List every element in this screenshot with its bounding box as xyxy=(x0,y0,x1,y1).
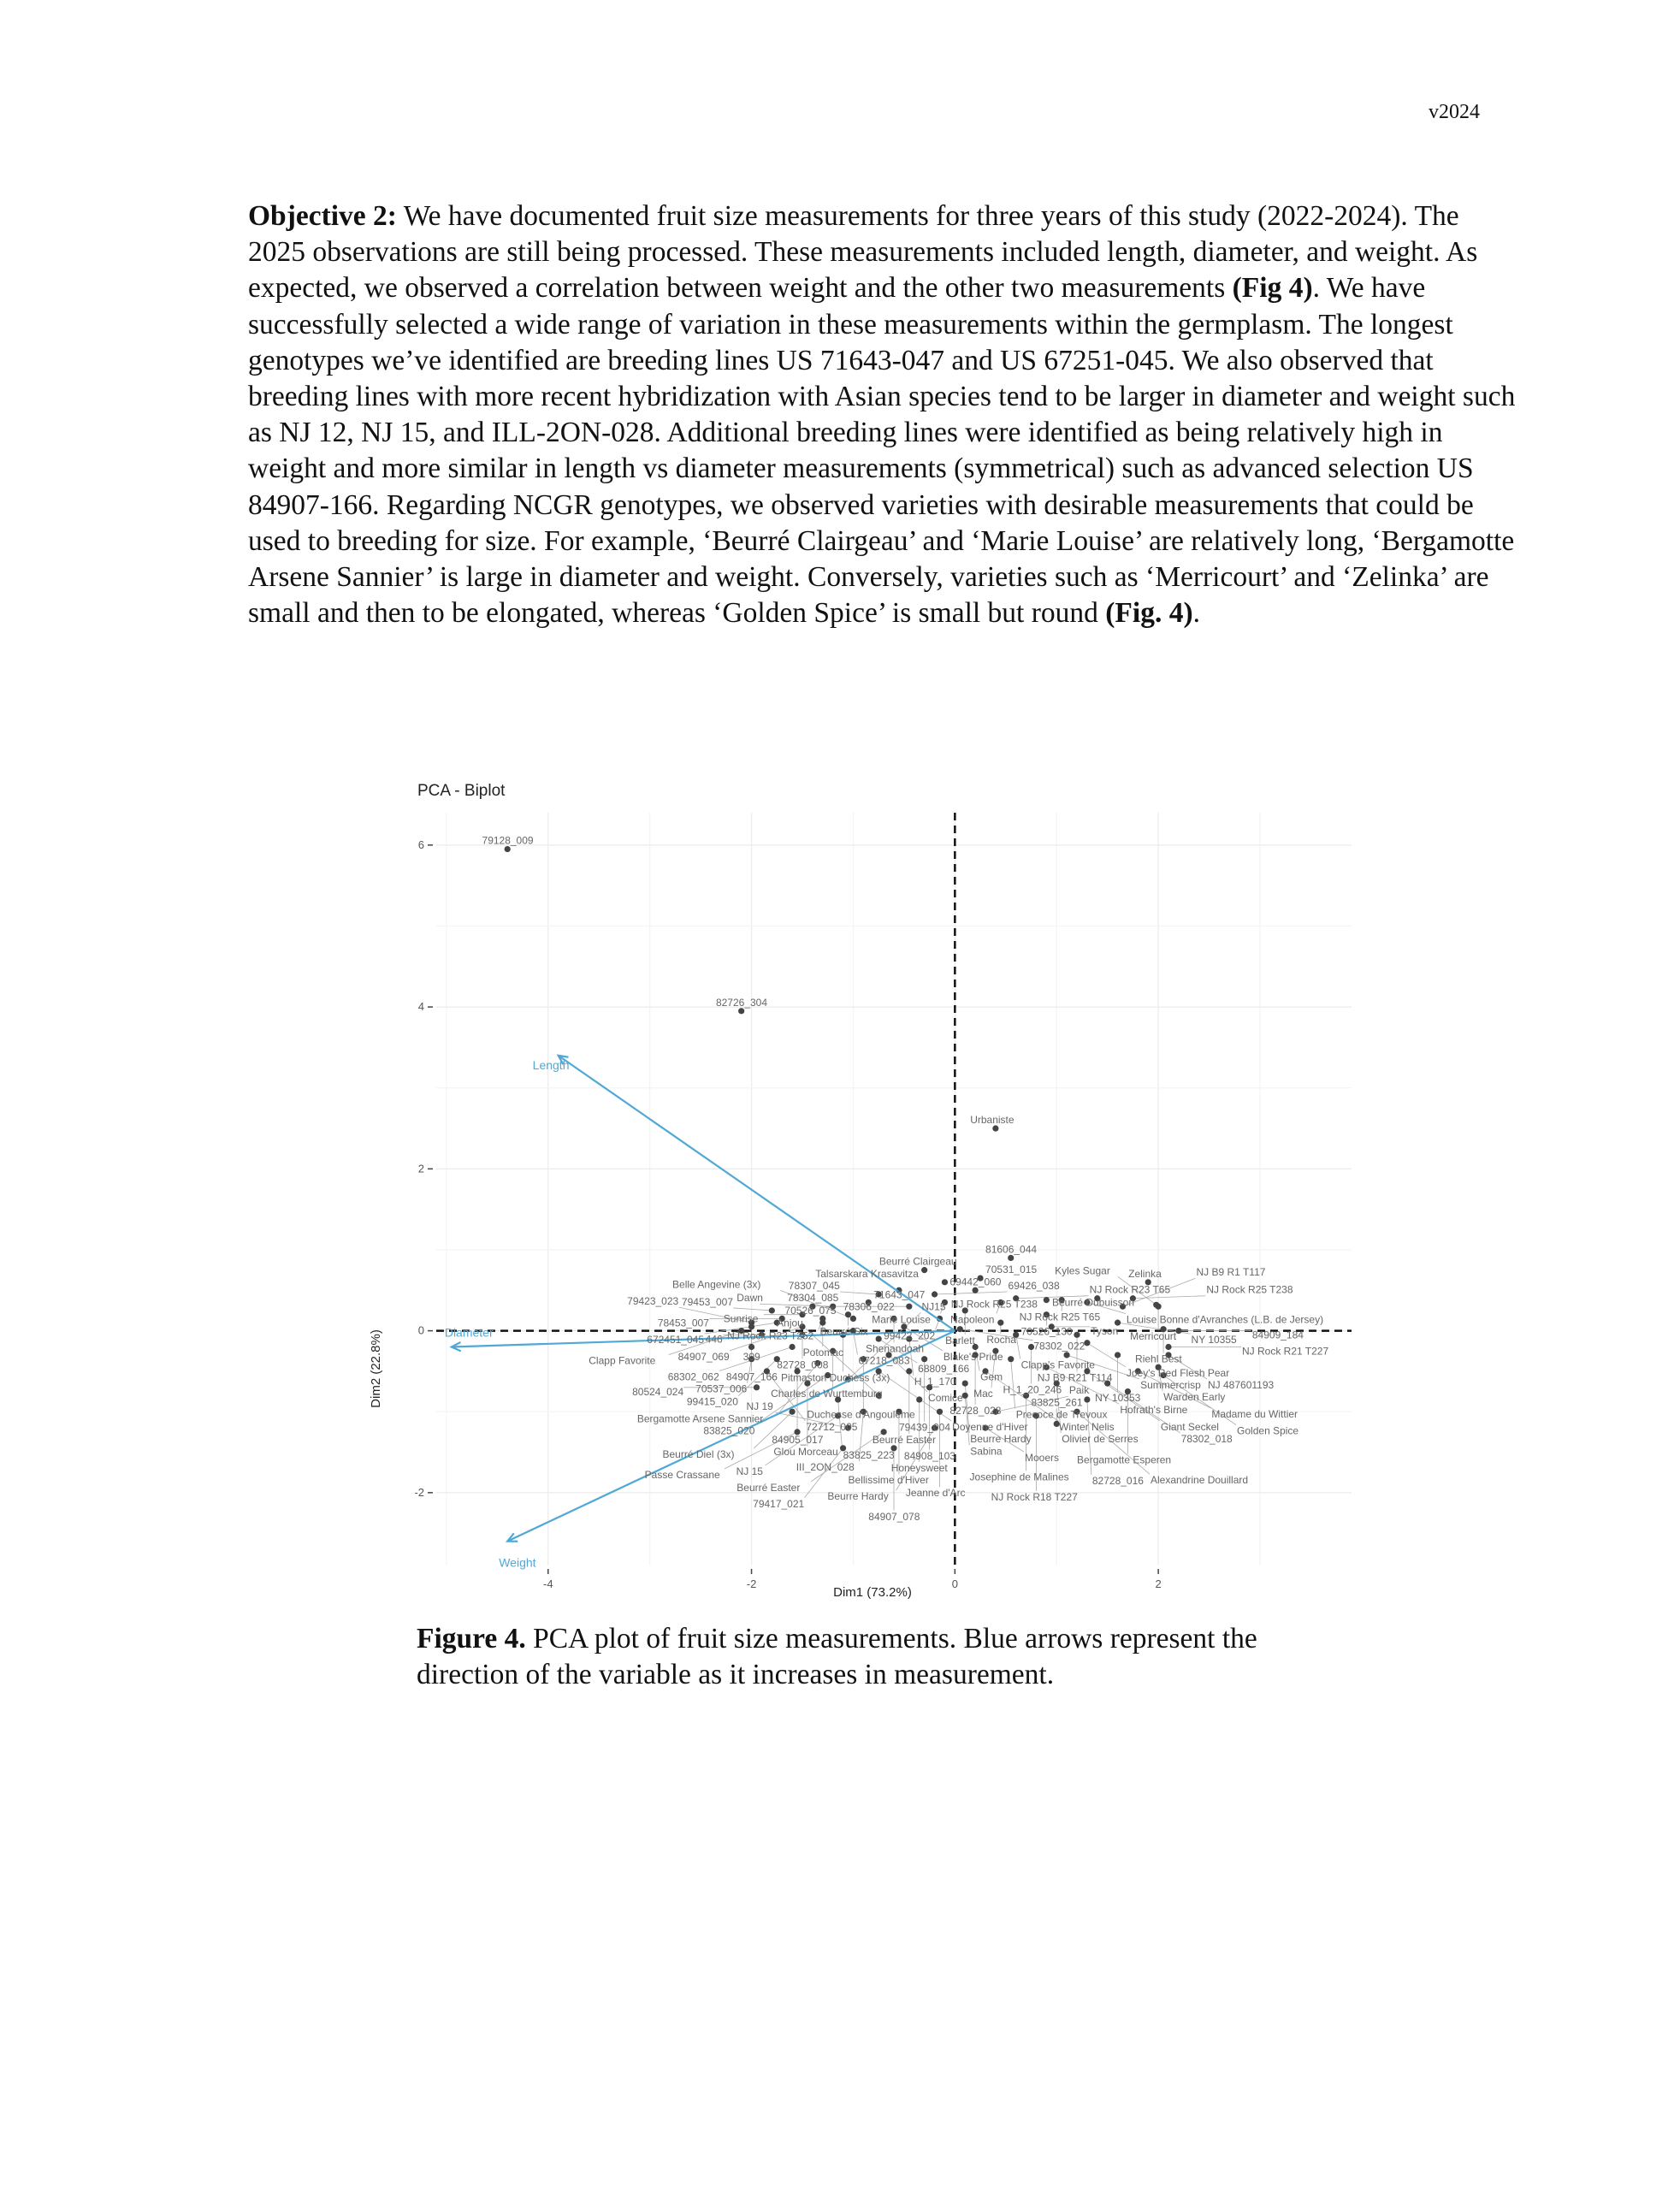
point-label: Zelinka xyxy=(1128,1267,1162,1280)
point-label: 84907_078 xyxy=(868,1510,920,1523)
data-point xyxy=(748,1344,754,1350)
point-label: 68302_062 xyxy=(667,1370,719,1383)
point-label: 82728_028 xyxy=(949,1404,1002,1417)
point-label: Beurré Six xyxy=(819,1325,868,1338)
point-label: 78453_007 xyxy=(657,1317,709,1329)
point-label: 84907_166 xyxy=(725,1370,778,1383)
point-label: 78302_018 xyxy=(1180,1433,1233,1446)
data-point xyxy=(1156,1304,1162,1310)
point-label: Charles de Wurttemburg xyxy=(771,1388,883,1400)
point-label: NJ B9 R1 T117 xyxy=(1196,1266,1266,1279)
y-tick-label: 4 xyxy=(417,1000,424,1014)
point-label: Beurré Dubuisson xyxy=(1051,1296,1135,1309)
label-leader-line xyxy=(935,1292,1008,1294)
data-point xyxy=(921,1267,927,1273)
data-point xyxy=(937,1409,943,1415)
point-label: Bergamotte Esperen xyxy=(1077,1453,1172,1466)
point-label: Marie Louise xyxy=(872,1313,931,1326)
point-label: Bellissime d'Hiver xyxy=(848,1474,929,1487)
data-point xyxy=(906,1368,912,1374)
data-point xyxy=(916,1396,922,1402)
point-label: 83825_223 xyxy=(843,1449,895,1462)
point-label: 69442_060 xyxy=(949,1276,1002,1288)
point-label: Alexandrine Douillard xyxy=(1151,1474,1249,1487)
point-label: Precoce de Trevoux xyxy=(1015,1408,1108,1421)
point-label: NJ Rock R25 T238 xyxy=(1206,1283,1293,1296)
point-label: Gem xyxy=(980,1370,1003,1383)
point-label: 83825_020 xyxy=(703,1424,755,1437)
point-label: Blake's Pride xyxy=(943,1350,1003,1363)
point-label: Beurre Hardy xyxy=(827,1490,889,1503)
point-label: Dawn xyxy=(736,1292,763,1305)
data-point xyxy=(754,1384,760,1390)
x-tick-label: 0 xyxy=(951,1577,958,1590)
point-label: 80524_024 xyxy=(632,1385,684,1398)
chart-title: PCA - Biplot xyxy=(417,782,506,800)
x-tick-label: 2 xyxy=(1155,1577,1162,1590)
point-label: Beurré Easter xyxy=(736,1481,801,1494)
x-axis-label: Dim1 (73.2%) xyxy=(833,1585,912,1600)
point-label: Winter Nelis xyxy=(1059,1420,1115,1433)
data-point xyxy=(962,1380,968,1386)
point-labels xyxy=(482,835,1329,1523)
point-label: Passe Crassane xyxy=(644,1468,720,1481)
point-label: Mooers xyxy=(1025,1452,1060,1465)
paragraph-end: . xyxy=(1192,597,1200,630)
point-label: NY 10355 xyxy=(1191,1334,1237,1347)
point-label: 72712_005 xyxy=(806,1420,858,1433)
point-label: Barlett xyxy=(945,1334,975,1347)
point-label: Belle Angevine (3x) xyxy=(672,1278,761,1291)
point-label: Golden Spice xyxy=(1237,1424,1299,1437)
paragraph-text-2: . We have successfully selected a wide range of variation in these measurements within the germplasm. The longest genotypes we’ve identified are breeding lines US 71643-047 and US 67251-045. We also observed that breeding lines with more recent hybridization with Asian species tend to be larger in diameter and weight such as NJ 12, NJ 15, and ILL-2ON-028. Additional breeding lines were identified as being relatively high in weight and more similar in length vs diameter measurements (symmetrical) such as advanced selection US 84907-166. Regarding NCGR genotypes, we observed varieties with desirable measurements that could be used to breeding for size. For example, ‘Beurré Clairgeau’ and ‘Marie Louise’ are relatively long, ‘Bergamotte Arsene Sannier’ is large in diameter and weight. Conversely, varieties such as ‘Merricourt’ and ‘Zelinka’ are small and then to be elongated, whereas ‘Golden Spice’ is small but round xyxy=(248,272,1516,630)
data-point xyxy=(997,1320,1003,1326)
point-label: H_1_20_246 xyxy=(1003,1383,1062,1396)
data-point xyxy=(790,1409,796,1415)
point-label: Mac xyxy=(973,1388,993,1400)
point-label: 82728_008 xyxy=(777,1358,829,1371)
point-label: Honeysweet xyxy=(890,1462,948,1475)
x-tick-label: -4 xyxy=(542,1577,553,1590)
data-point xyxy=(505,846,511,852)
point-label: NJ 487601193 xyxy=(1208,1378,1275,1391)
data-point xyxy=(790,1344,796,1350)
data-point xyxy=(973,1287,979,1293)
label-leader-line xyxy=(733,1308,772,1311)
x-tick-label: -2 xyxy=(746,1577,757,1590)
point-label: 67218_083 xyxy=(858,1354,910,1367)
point-label: 78307_045 xyxy=(788,1280,840,1293)
data-point xyxy=(738,1008,744,1014)
point-label: NJ Rock R25 T65 xyxy=(1019,1311,1101,1323)
objective-paragraph xyxy=(248,198,1523,631)
point-label: 82728_016 xyxy=(1091,1475,1144,1488)
point-label: NJ 19 xyxy=(746,1400,773,1413)
point-label: Warden Early xyxy=(1163,1391,1226,1404)
point-label: Comice xyxy=(928,1391,963,1404)
variable-label-length: Length xyxy=(532,1057,570,1072)
data-point xyxy=(906,1304,912,1310)
point-label: NY 10353 xyxy=(1095,1391,1141,1404)
variable-label-weight: Weight xyxy=(499,1555,536,1570)
point-label: 79423_023 xyxy=(627,1295,679,1308)
point-label: Kyles Sugar xyxy=(1055,1264,1110,1277)
point-label: 70531_015 xyxy=(985,1264,1038,1276)
data-point xyxy=(932,1291,938,1297)
y-tick-label: 0 xyxy=(417,1323,424,1337)
point-label: 99415_020 xyxy=(686,1395,738,1408)
point-label: Duchesse d'Angouleme xyxy=(807,1408,915,1421)
point-label: 79439_004 xyxy=(898,1421,951,1434)
y-tick-label: 2 xyxy=(417,1162,424,1175)
point-label: 78304_085 xyxy=(787,1292,839,1305)
point-label: NJ B9 R21 T114 xyxy=(1037,1371,1113,1384)
point-label: 78306_022 xyxy=(843,1300,895,1313)
point-label: Paik xyxy=(1068,1384,1090,1397)
point-label: Josephine de Malines xyxy=(969,1471,1069,1483)
point-label: 79128_009 xyxy=(482,834,534,847)
point-label: 79417_021 xyxy=(753,1497,805,1510)
caption-label: Figure 4. xyxy=(417,1623,526,1654)
point-label: Beurre Hardy xyxy=(970,1433,1032,1446)
point-label: 69426_038 xyxy=(1008,1280,1060,1293)
point-label: 70537_006 xyxy=(695,1382,748,1395)
point-label: Beurré Easter xyxy=(872,1433,936,1446)
point-label: Talsarskara Krasavitza xyxy=(815,1267,919,1280)
data-point xyxy=(1165,1344,1171,1350)
objective-label: Objective 2: xyxy=(248,200,397,232)
data-point xyxy=(819,1320,825,1326)
data-point xyxy=(769,1307,775,1313)
point-label: NJ Rock R23 T65 xyxy=(1089,1283,1171,1296)
data-point xyxy=(1074,1332,1080,1338)
point-label: Clapp Favorite xyxy=(589,1354,656,1367)
point-label: 84908_103 xyxy=(903,1449,955,1462)
point-label: Madame du Wittier xyxy=(1211,1407,1298,1420)
point-label: Jeanne d'Arc xyxy=(905,1487,966,1500)
point-label: NJ 15 xyxy=(736,1465,763,1477)
point-label: 309 xyxy=(742,1350,760,1363)
figure-caption xyxy=(417,1621,1358,1693)
data-point xyxy=(1008,1255,1014,1261)
paragraph-text-1: We have documented fruit size measurements for three years of this study (2022-2024). The 2025 observations are still being processed. These measurements included length, diameter, and weight. As expected, we observed a correlation between weight and the other two measurements xyxy=(248,200,1478,305)
point-label: Pitmaston Duchess (3x) xyxy=(780,1371,890,1384)
data-point xyxy=(992,1125,998,1131)
point-label: Sabina xyxy=(970,1445,1003,1458)
point-label: 81606_044 xyxy=(985,1243,1038,1256)
point-label: 70526_075 xyxy=(784,1305,837,1317)
data-point xyxy=(942,1279,948,1285)
figure-reference-1: (Fig 4) xyxy=(1232,272,1313,305)
point-label: Urbaniste xyxy=(970,1114,1015,1127)
point-label: III_2ON_028 xyxy=(796,1461,855,1474)
y-tick-label: -2 xyxy=(414,1485,424,1499)
point-label: Napoleon xyxy=(950,1313,995,1326)
point-label: NJ Rock R25 T238 xyxy=(950,1298,1038,1311)
pca-biplot-figure xyxy=(359,770,1369,1608)
pca-biplot-chart xyxy=(359,770,1369,1608)
data-point xyxy=(921,1356,927,1362)
point-label: 446 xyxy=(705,1333,723,1346)
data-point xyxy=(1008,1356,1014,1362)
point-label: 83825_261 xyxy=(1031,1396,1083,1409)
point-label: Shenandoah xyxy=(866,1342,925,1355)
point-label: 84905_017 xyxy=(772,1433,824,1446)
data-point xyxy=(1175,1328,1181,1334)
point-label: Sunrise xyxy=(723,1312,759,1325)
y-tick-label: 6 xyxy=(417,838,424,851)
point-label: NJ Rock R18 T227 xyxy=(991,1490,1078,1503)
point-label: Tyson xyxy=(1091,1324,1119,1337)
point-label: Anjou xyxy=(777,1317,803,1329)
point-label: Bergamotte Arsene Sannier xyxy=(636,1412,764,1425)
point-label: Potomac xyxy=(802,1347,844,1359)
point-label: Riehl Best xyxy=(1135,1352,1182,1365)
variable-label-diameter: Diameter xyxy=(444,1325,494,1340)
point-label: Merricourt xyxy=(1130,1330,1177,1343)
data-point xyxy=(876,1335,882,1341)
point-label: Doyenne d'Hiver xyxy=(952,1420,1028,1433)
point-label: Summercrisp xyxy=(1140,1378,1201,1391)
point-label: 68809_166 xyxy=(918,1363,970,1376)
point-label: NJ15 xyxy=(921,1300,946,1313)
point-label: Rocha xyxy=(986,1334,1017,1347)
data-point xyxy=(1115,1352,1121,1358)
point-label: 672451_045 xyxy=(647,1334,705,1347)
data-point xyxy=(850,1316,856,1322)
y-axis-label: Dim2 (22.8%) xyxy=(369,1329,383,1408)
point-label: Glou Morceau xyxy=(773,1446,838,1459)
point-label: 70526_130 xyxy=(1020,1325,1073,1338)
point-label: Olivier de Serres xyxy=(1062,1433,1139,1446)
data-point xyxy=(1044,1297,1050,1303)
point-label: 78302_022 xyxy=(1033,1340,1085,1352)
caption-text: PCA plot of fruit size measurements. Blue arrows represent the direction of the variable as it increases in measurement. xyxy=(417,1623,1257,1690)
point-label: 99422_202 xyxy=(884,1329,936,1342)
data-point xyxy=(1084,1340,1090,1346)
point-label: Giant Seckel xyxy=(1160,1420,1219,1433)
point-label: Hofrath's Birne xyxy=(1120,1404,1188,1417)
point-label: 84907_069 xyxy=(677,1350,730,1363)
point-label: NJ Rock R21 T227 xyxy=(1242,1345,1329,1358)
data-point xyxy=(1064,1352,1070,1358)
point-label: 82726_304 xyxy=(715,996,768,1009)
point-label: Louise Bonne d'Avranches (L.B. de Jersey) xyxy=(1126,1313,1324,1326)
data-point xyxy=(957,1326,963,1332)
point-label: Clapp's Favorite xyxy=(1020,1358,1095,1371)
point-label: Beurré Clairgeau xyxy=(878,1255,957,1268)
point-label: NJ Rock R23 T252 xyxy=(727,1329,814,1342)
point-label: 79453_007 xyxy=(681,1295,734,1308)
point-label: Joey's Red Flesh Pear xyxy=(1126,1366,1230,1379)
data-point xyxy=(1084,1396,1090,1402)
point-label: 84909_184 xyxy=(1251,1329,1304,1341)
figure-reference-2: (Fig. 4) xyxy=(1105,597,1193,630)
point-label: H_1_170 xyxy=(914,1376,956,1388)
page-version-header: v2024 xyxy=(1429,101,1480,123)
point-label: Beurré Diel (3x) xyxy=(662,1448,735,1461)
point-label: 71643_047 xyxy=(873,1288,926,1301)
